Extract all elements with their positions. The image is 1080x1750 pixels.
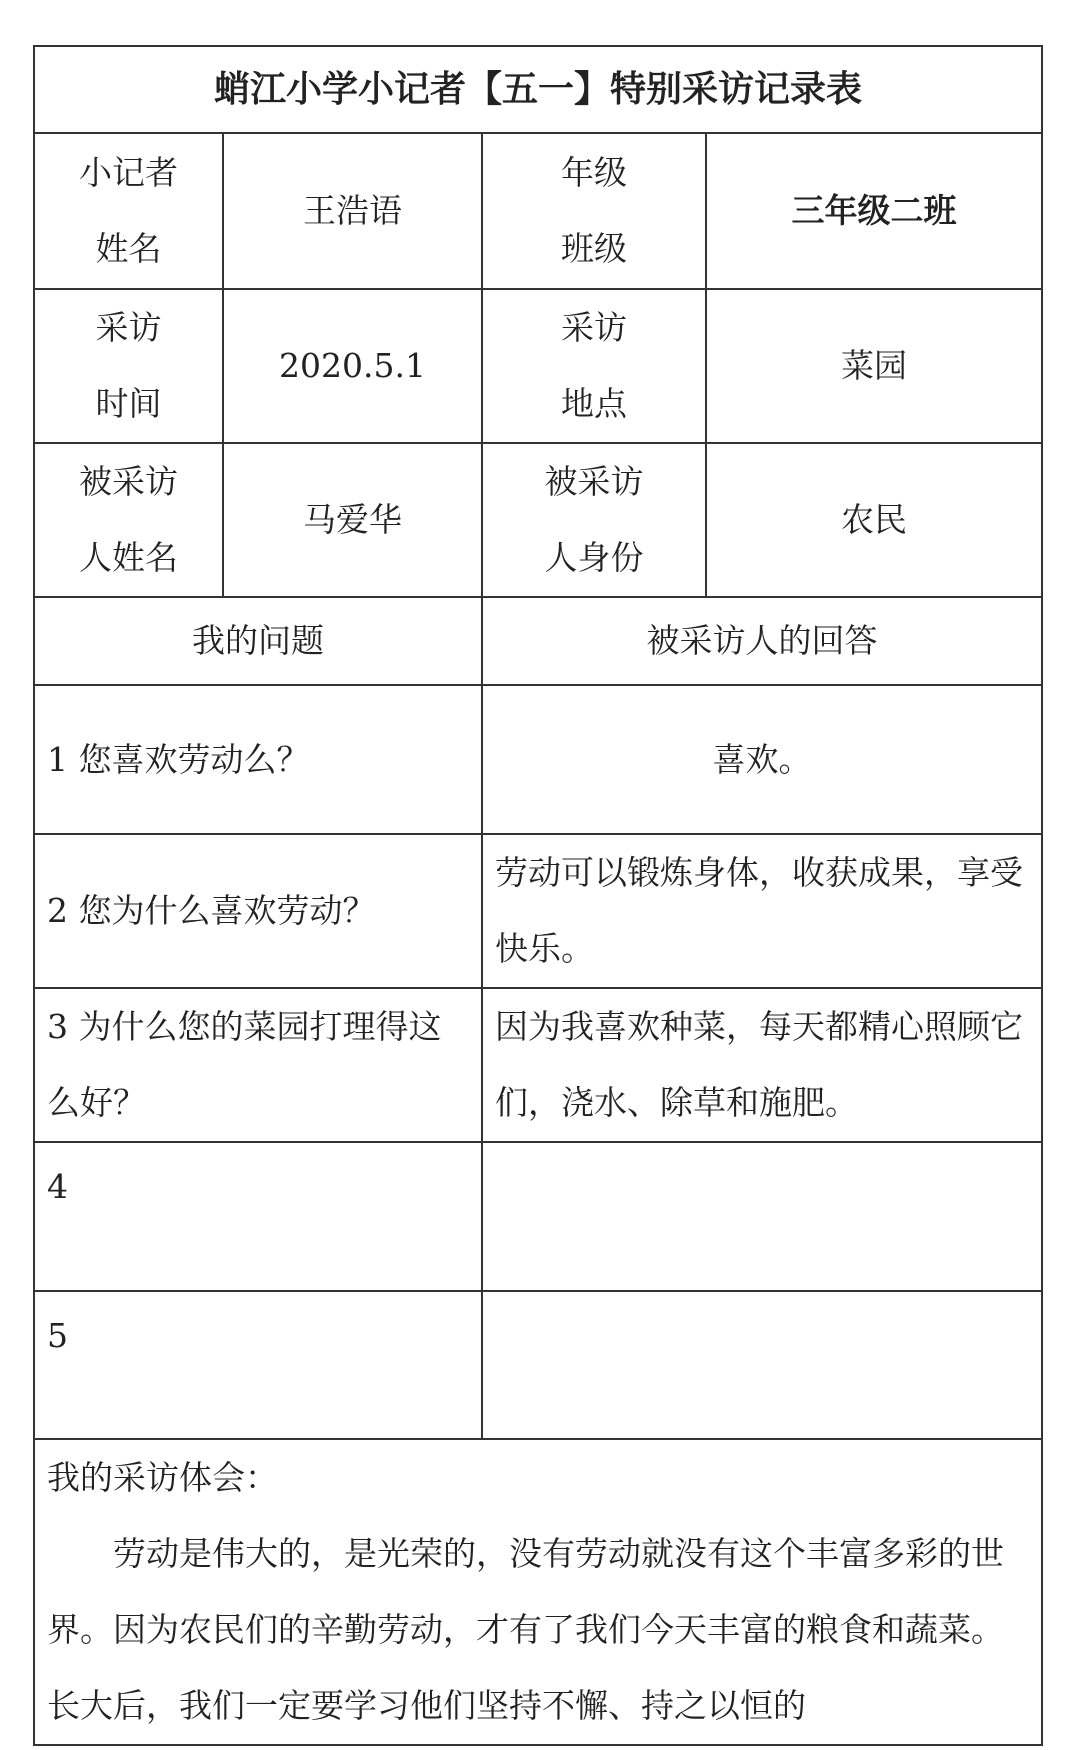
qa-row: [34, 834, 1042, 988]
interviewee-name-label: [34, 443, 223, 597]
label-line: 采访: [561, 308, 627, 347]
answer-cell: [482, 1142, 1042, 1291]
place-label: [482, 289, 706, 443]
question-cell: 4: [34, 1142, 482, 1291]
label-line: 小记者: [79, 153, 178, 192]
class-label: [482, 133, 706, 289]
interviewee-role-label: [482, 443, 706, 597]
answer-cell: 劳动可以锻炼身体，收获成果，享受快乐。: [482, 834, 1042, 988]
reporter-name-value: 王浩语: [223, 133, 482, 289]
qa-row: [34, 685, 1042, 834]
class-value: 三年级二班: [706, 133, 1042, 289]
label-line: 人身份: [544, 538, 644, 577]
label-line: 时间: [95, 384, 162, 423]
answer-cell: 喜欢。: [482, 685, 1042, 834]
reporter-name-label: [34, 133, 223, 289]
time-value: 2020.5.1: [223, 289, 482, 443]
reflection-cell: [34, 1439, 1042, 1745]
label-line: 年级: [561, 153, 627, 192]
interviewee-role-value: 农民: [706, 443, 1042, 597]
label-line: 被采访: [79, 462, 178, 501]
place-value: 菜园: [706, 289, 1042, 443]
time-label: [34, 289, 223, 443]
label-line: 人姓名: [79, 538, 178, 577]
answer-cell: [482, 1291, 1042, 1439]
question-cell: 2 您为什么喜欢劳动？: [34, 834, 482, 988]
label-line: 班级: [561, 229, 627, 268]
form-title: 蛸江小学小记者【五一】特别采访记录表: [34, 46, 1042, 133]
qa-row: [34, 1291, 1042, 1439]
label-line: 采访: [95, 308, 162, 347]
interviewee-name-value: 马爱华: [223, 443, 482, 597]
reflection-text: 劳动是伟大的，是光荣的，没有劳动就没有这个丰富多彩的世界。因为农民们的辛勤劳动，才有了我们今天丰富的粮食和蔬菜。长大后，我们一定要学习他们坚持不懈、持之以恒的: [47, 1534, 1004, 1725]
question-cell: 1 您喜欢劳动么？: [34, 685, 482, 834]
label-line: 被采访: [544, 462, 644, 501]
question-cell: 3 为什么您的菜园打理得这么好？: [34, 988, 482, 1142]
qa-row: [34, 1142, 1042, 1291]
label-line: 姓名: [95, 229, 162, 268]
label-line: 地点: [561, 384, 627, 423]
answers-header: 被采访人的回答: [482, 597, 1042, 685]
qa-row: [34, 988, 1042, 1142]
questions-header: 我的问题: [34, 597, 482, 685]
interview-record-form: [33, 45, 1043, 1746]
question-cell: 5: [34, 1291, 482, 1439]
reflection-label: 我的采访体会：: [47, 1458, 278, 1497]
answer-cell: 因为我喜欢种菜，每天都精心照顾它们，浇水、除草和施肥。: [482, 988, 1042, 1142]
